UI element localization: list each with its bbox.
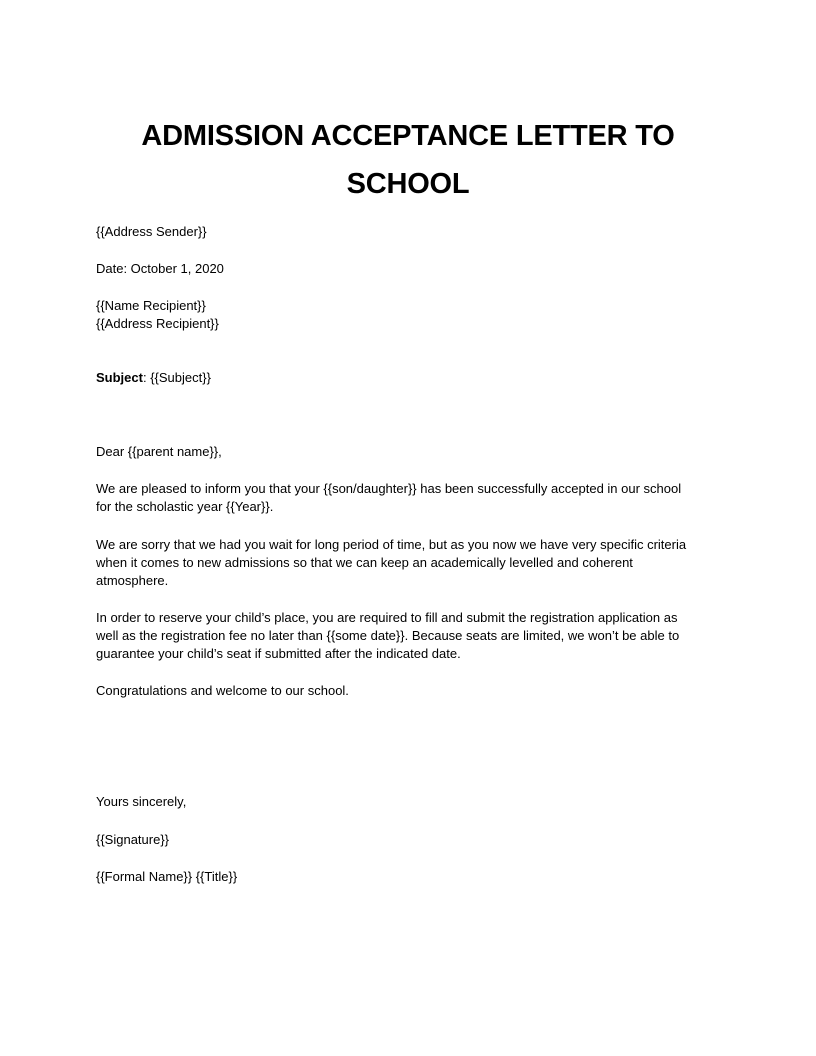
paragraph-registration <box>96 609 720 663</box>
paragraph-line: when it comes to new admissions so that we can keep an academically levelled and coherent <box>96 555 633 570</box>
letter-title <box>96 112 720 208</box>
title-line: ADMISSION ACCEPTANCE LETTER TO <box>141 120 675 152</box>
formal-name-title: {{Formal Name}} {{Title}} <box>96 869 238 884</box>
paragraph-line: We are sorry that we had you wait for long period of time, but as you now we have very specific criteria <box>96 537 687 552</box>
subject-label: Subject <box>96 370 143 385</box>
recipient-block <box>96 297 720 333</box>
closing: Yours sincerely, <box>96 794 187 809</box>
sender-address: {{Address Sender}} <box>96 224 207 239</box>
paragraph-apology <box>96 536 720 590</box>
recipient-name: {{Name Recipient}} <box>96 298 206 313</box>
paragraph-line: atmosphere. <box>96 573 169 588</box>
subject-line <box>96 369 720 387</box>
paragraph-line: for the scholastic year {{Year}}. <box>96 499 274 514</box>
subject-value: : {{Subject}} <box>142 370 211 385</box>
paragraph-line: We are pleased to inform you that your {{son/daughter}} has been successfully accepted in our school <box>96 481 682 496</box>
paragraph-line: In order to reserve your child’s place, you are required to fill and submit the registration application as <box>96 610 678 625</box>
paragraph-acceptance <box>96 480 720 516</box>
title-line: SCHOOL <box>346 168 470 200</box>
recipient-address: {{Address Recipient}} <box>96 316 219 331</box>
signature: {{Signature}} <box>96 832 170 847</box>
paragraph-line: guarantee your child’s seat if submitted after the indicated date. <box>96 646 461 661</box>
letter-date: Date: October 1, 2020 <box>96 261 224 276</box>
salutation: Dear {{parent name}}, <box>96 444 222 459</box>
congratulations: Congratulations and welcome to our school. <box>96 683 349 698</box>
paragraph-line: well as the registration fee no later than {{some date}}. Because seats are limited, we won’t be able to <box>96 628 680 643</box>
